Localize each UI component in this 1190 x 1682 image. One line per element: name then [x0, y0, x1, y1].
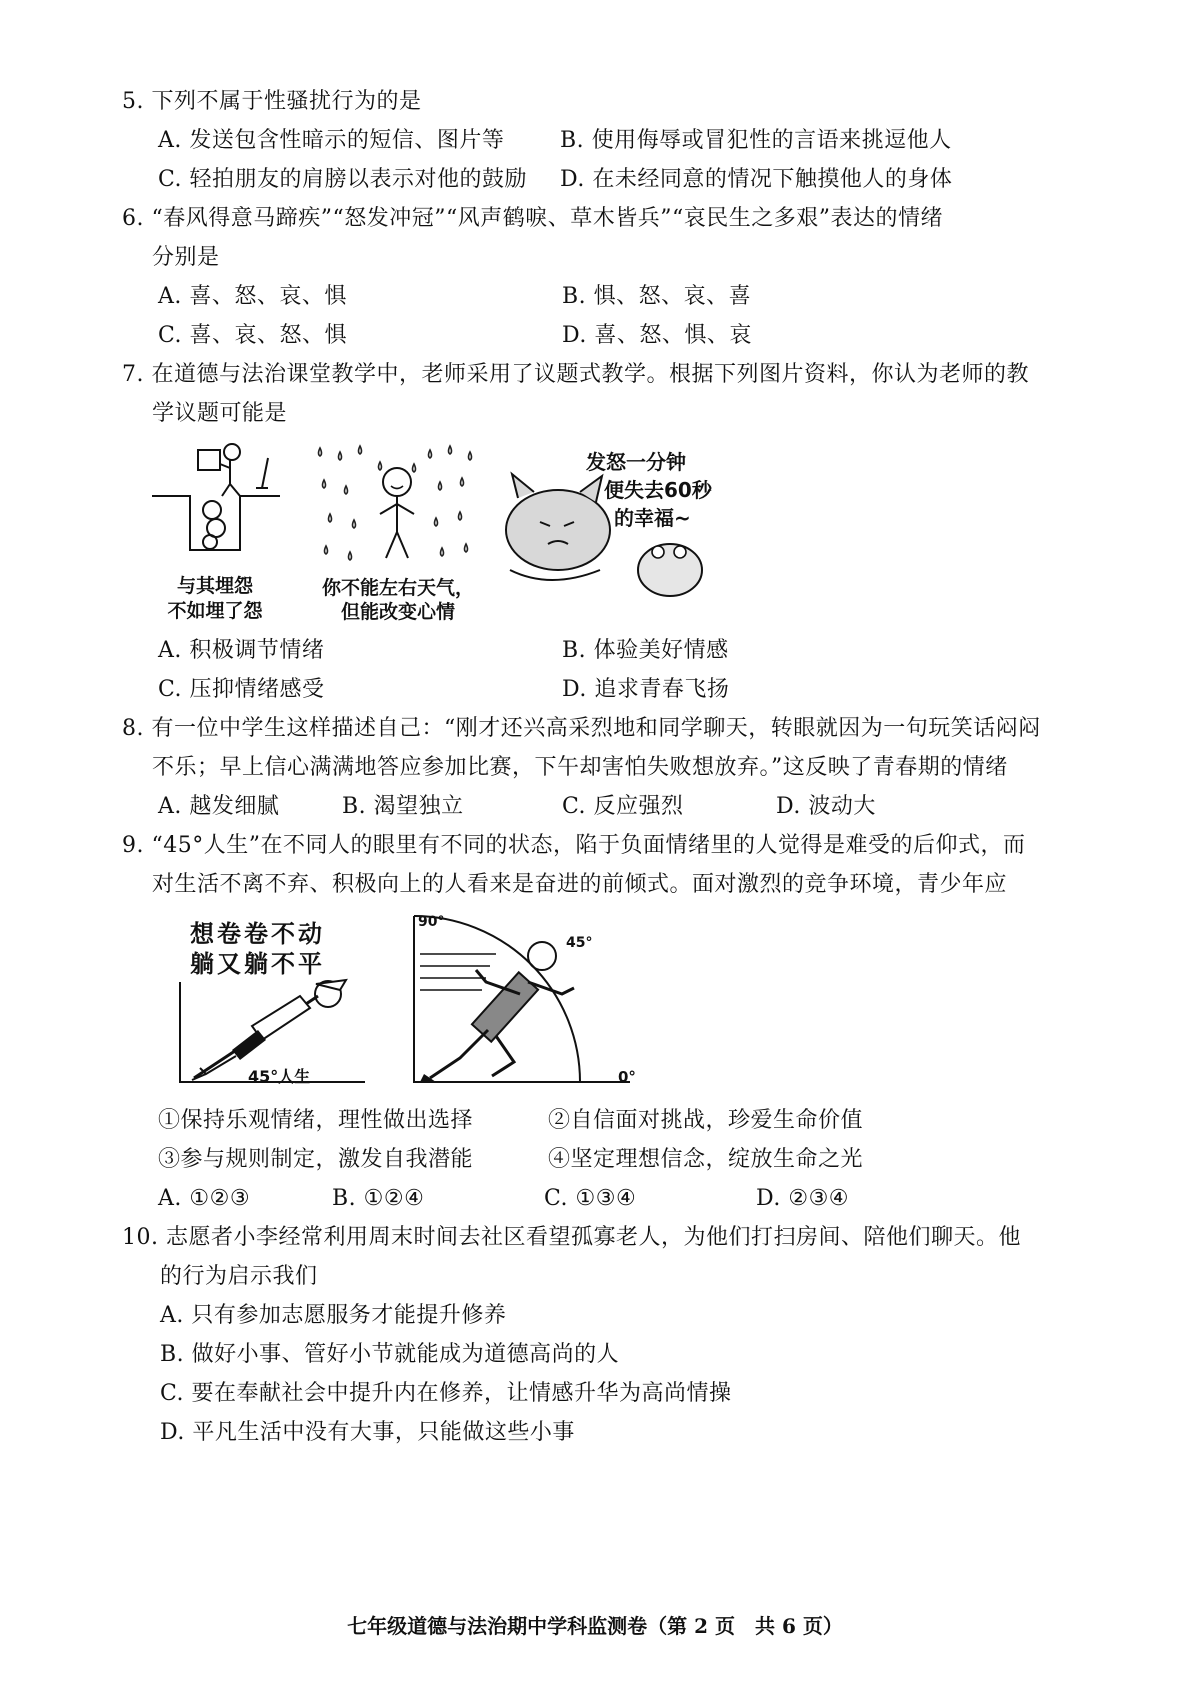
q9-cartoon2-label-0: 0°: [618, 1068, 636, 1086]
q7-option-b: B. 体验美好情感: [562, 638, 729, 663]
q5-option-a: A. 发送包含性暗示的短信、图片等: [158, 128, 505, 153]
q9-cartoon1-title-line1: 想卷卷不动: [190, 920, 325, 948]
q9-statement-2: ②自信面对挑战，珍爱生命价值: [548, 1108, 864, 1133]
q7-cat-text-line2: 便失去60秒: [604, 478, 712, 502]
q8-option-c: C. 反应强烈: [562, 794, 684, 819]
q8-option-d: D. 波动大: [776, 794, 876, 819]
q8-stem-line1: 8. 有一位中学生这样描述自己：“刚才还兴高采烈地和同学聊天，转眼就因为一句玩笑话闷闷: [122, 716, 1041, 741]
q5-stem: 5. 下列不属于性骚扰行为的是: [122, 89, 422, 114]
q5-option-c: C. 轻拍朋友的肩膀以表示对他的鼓励: [158, 167, 528, 192]
q7-option-c: C. 压抑情绪感受: [158, 677, 325, 702]
q7-cartoon-bury-complaints: [150, 438, 285, 568]
q8-option-b: B. 渴望独立: [342, 794, 464, 819]
q8-option-a: A. 越发细腻: [158, 794, 280, 819]
q9-stem-line1: 9. “45°人生”在不同人的眼里有不同的状态，陷于负面情绪里的人觉得是难受的后仰式，而: [122, 833, 1026, 858]
q7-cat-text-line3: 的幸福~: [614, 506, 691, 530]
q9-statement-3: ③参与规则制定，激发自我潜能: [158, 1147, 474, 1172]
q10-stem-line2: 的行为启示我们: [160, 1264, 318, 1289]
q9-cartoon1-label: 45°人生: [248, 1067, 311, 1086]
q9-option-b: B. ①②④: [332, 1186, 425, 1211]
q6-option-a: A. 喜、怒、哀、惧: [158, 284, 347, 309]
q6-stem-line2: 分别是: [152, 245, 220, 270]
q6-option-c: C. 喜、哀、怒、惧: [158, 323, 348, 348]
q10-option-d: D. 平凡生活中没有大事，只能做这些小事: [160, 1420, 575, 1445]
q7-option-d: D. 追求青春飞扬: [562, 677, 730, 702]
q10-option-a: A. 只有参加志愿服务才能提升修养: [160, 1303, 507, 1328]
q6-option-b: B. 惧、怒、哀、喜: [562, 284, 752, 309]
q7-stem-line2: 学议题可能是: [152, 401, 288, 426]
q9-statement-4: ④坚定理想信念，绽放生命之光: [548, 1147, 864, 1172]
q10-option-c: C. 要在奉献社会中提升内在修养，让情感升华为高尚情操: [160, 1381, 732, 1406]
q7-caption-rain-line2: 但能改变心情: [340, 601, 455, 623]
q7-cartoon-rain: [310, 440, 485, 575]
q7-option-a: A. 积极调节情绪: [158, 638, 325, 663]
q5-option-b: B. 使用侮辱或冒犯性的言语来挑逗他人: [560, 128, 952, 153]
q8-stem-line2: 不乐；早上信心满满地答应参加比赛，下午却害怕失败想放弃。”这反映了青春期的情绪: [152, 755, 1008, 780]
page-footer: 七年级道德与法治期中学科监测卷（第 2 页 共 6 页）: [347, 1614, 843, 1638]
q9-cartoon2-label-90: 90°: [418, 914, 445, 930]
q10-option-b: B. 做好小事、管好小节就能成为道德高尚的人: [160, 1342, 620, 1367]
q10-stem-line1: 10. 志愿者小李经常利用周末时间去社区看望孤寡老人，为他们打扫房间、陪他们聊天。他: [122, 1225, 1021, 1250]
q7-caption-rain-line1: 你不能左右天气，: [321, 577, 474, 599]
q9-cartoon2-label-45: 45°: [566, 935, 593, 951]
q7-cat-text-line1: 发怒一分钟: [586, 450, 686, 474]
q9-option-d: D. ②③④: [756, 1186, 850, 1211]
q5-option-d: D. 在未经同意的情况下触摸他人的身体: [560, 167, 953, 192]
q9-stem-line2: 对生活不离不弃、积极向上的人看来是奋进的前倾式。面对激烈的竞争环境，青少年应: [152, 872, 1008, 897]
q9-option-c: C. ①③④: [544, 1186, 637, 1211]
q9-cartoon-leaning-forward: [410, 912, 645, 1087]
q6-stem-line1: 6. “春风得意马蹄疾”“怒发冲冠”“风声鹤唳、草木皆兵”“哀民生之多艰”表达的情绪: [122, 206, 943, 231]
q9-option-a: A. ①②③: [158, 1186, 251, 1211]
q7-caption-bury-line2: 不如埋了怨: [167, 600, 263, 622]
q7-caption-bury-line1: 与其埋怨: [176, 575, 253, 597]
q6-option-d: D. 喜、怒、惧、哀: [562, 323, 752, 348]
q9-cartoon1-title-line2: 躺又躺不平: [190, 950, 325, 978]
q7-stem-line1: 7. 在道德与法治课堂教学中，老师采用了议题式教学。根据下列图片资料，你认为老师的教: [122, 362, 1029, 387]
q9-statement-1: ①保持乐观情绪，理性做出选择: [158, 1108, 474, 1133]
